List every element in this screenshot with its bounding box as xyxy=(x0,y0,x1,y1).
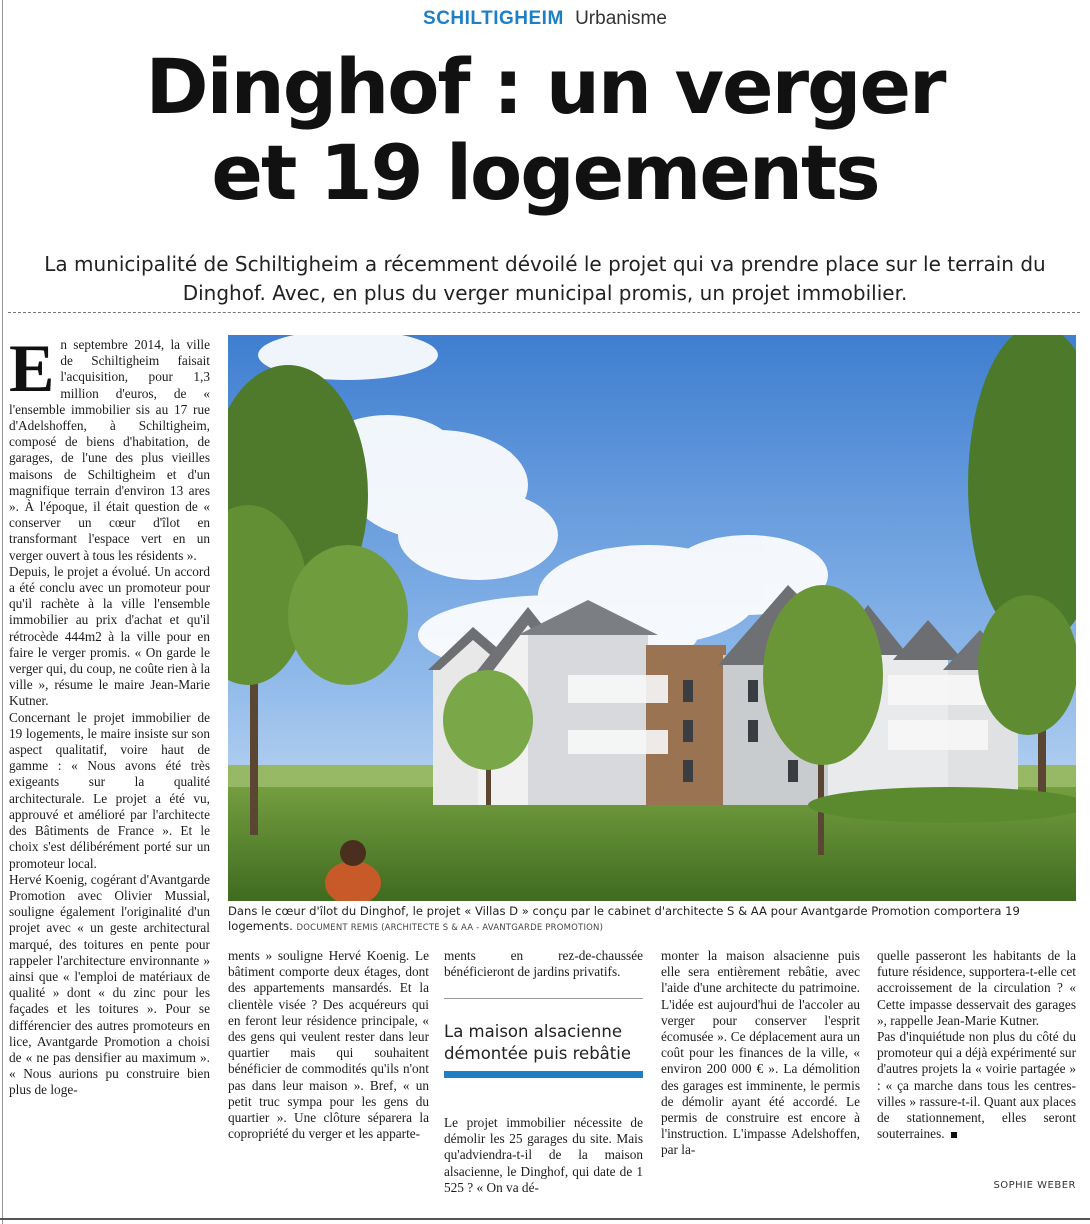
headline-line-1: Dinghof : un verger xyxy=(145,42,945,131)
separator-rule xyxy=(8,312,1080,313)
hedge xyxy=(808,787,1076,823)
architectural-rendering-photo xyxy=(228,335,1076,901)
column-3-continued xyxy=(444,1115,643,1196)
column-4 xyxy=(661,948,860,1159)
caption-text: Dans le cœur d'îlot du Dinghof, le projet « Villas D » conçu par le cabinet d'architecte S & AA pour Avantgarde Promotion comportera 19 logements. xyxy=(228,904,1020,933)
paragraph xyxy=(877,1029,1076,1142)
standfirst: La municipalité de Schiltigheim a récemment dévoilé le projet qui va prendre place sur le terrain du Dinghof. Avec, en plus du verger municipal promis, un projet immobilier. xyxy=(44,252,1046,305)
drop-cap: E xyxy=(9,330,55,406)
rubric-section: Urbanisme xyxy=(575,8,667,29)
intertitle: La maison alsacienne démontée puis rebâtie xyxy=(444,1022,631,1063)
paragraph: Hervé Koenig, cogérant d'Avantgarde Promotion avec Olivier Mussial, souligne également l'originalité d'un projet avec « un geste architectural marqué, des toitures en pente pour rappeler l'architecture environnante » ainsi que « l'emploi de matériaux de qualité » dont « du zinc pour les façades et les toitures ». Pour se différencier des autres promoteurs en lice, Avantgarde Promotion a choisi de « ne pas densifier au maximum ». « Nous aurions pu construire bien plus de loge- xyxy=(9,871,210,1098)
paragraph: Depuis, le projet a évolué. Un accord a été conclu avec un promoteur pour qu'il rachète à la ville l'ensemble immobilier au prix d'achat et qu'il rétrocède 444m2 à la ville pour en faire le verger promis. « On garde le verger qui, du coup, ne coûte rien à la ville », résume le maire Jean-Marie Kutner. xyxy=(9,563,210,709)
paragraph: n septembre 2014, la ville de Schiltigheim faisait l'acquisition, pour 1,3 million d'euros, de « l'ensemble immobilier sis au 17 rue d'Adelshoffen, à Schiltigheim, composé de biens d'habitation, de garages, de l'une des plus vieilles maisons de Schiltigheim et d'un magnifique terrain d'environ 13 ares ». À l'époque, il était question de « conserver un cœur d'îlot en transformant l'espace vert en un verger ouvert à tous les résidents ». xyxy=(9,337,210,563)
paragraph: ments » souligne Hervé Koenig. Le bâtiment comporte deux étages, dont des appartements mansardés. Et la clientèle visée ? Des acquéreurs qui en feront leur résidence principale, « des gens qui veulent rester dans leur quartier mais qui souhaitent bénéficier de commodités qu'ils n'ont pas dans leur maison ». Bref, « un petit truc sympa pour les gens du quartier ». Une clôture séparera la copropriété du verger et les apparte- xyxy=(228,948,429,1142)
author-signature: SOPHIE WEBER xyxy=(993,1180,1076,1191)
headline xyxy=(0,44,1090,216)
intertitle-bar xyxy=(444,1071,643,1078)
bottom-rule xyxy=(0,1218,1090,1220)
end-mark xyxy=(951,1132,957,1138)
column-1 xyxy=(9,330,210,1099)
paragraph: quelle passeront les habitants de la future résidence, supportera-t-elle cet accroissement de la circulation ? « Cette impasse desservait des garages », rappelle Jean-Marie Kutner. xyxy=(877,948,1076,1028)
photo-credit: DOCUMENT REMIS (ARCHITECTE S & AA - AVANTGARDE PROMOTION) xyxy=(296,923,604,933)
column-3 xyxy=(444,948,643,980)
paragraph-text: Pas d'inquiétude non plus du côté du promoteur qui a déjà expérimenté sur d'autres projets la « voirie partagée » : « ça marche dans tous les centres-villes » rassure-t-il. Quant aux places de stationnement, elles seront souterraines. xyxy=(877,1029,1077,1142)
paragraph: ments en rez-de-chaussée bénéficieront de jardins privatifs. xyxy=(444,948,643,980)
photo-caption xyxy=(228,904,1076,936)
paragraph: Concernant le projet immobilier de 19 logements, le maire insiste sur son aspect qualitatif, voire haut de gamme : « Nous avons été très exigeants sur la qualité architecturale. Le projet a été vu, approuvé et amélioré par l'architecte des Bâtiments de France ». Et le choix s'est délibérément porté sur un promoteur local. xyxy=(9,709,210,871)
column-5 xyxy=(877,948,1076,1142)
headline-line-2: et 19 logements xyxy=(211,128,879,217)
paragraph: monter la maison alsacienne puis elle sera entièrement rebâtie, avec l'aide d'une architecte du patrimoine. L'idée est aujourd'hui de l'accoler au verger pour conserver l'esprit écomusée ». Ce déplacement aura un coût pour les finances de la ville, « environ 200 000 € ». La démolition des garages est imminente, le permis de démolir ayant été accordé. Le permis de construire est encore à l'instruction. L'impasse Adelshoffen, par la- xyxy=(661,948,860,1158)
rubric-city: SCHILTIGHEIM xyxy=(423,8,564,29)
column-2 xyxy=(228,948,429,1142)
rubric xyxy=(0,8,1090,30)
intertitle-box xyxy=(444,998,643,1078)
paragraph: Le projet immobilier nécessite de démolir les 25 garages du site. Mais qu'adviendra-t-il de la maison alsacienne, le Dinghof, qui date de 1 525 ? « On va dé- xyxy=(444,1115,643,1195)
